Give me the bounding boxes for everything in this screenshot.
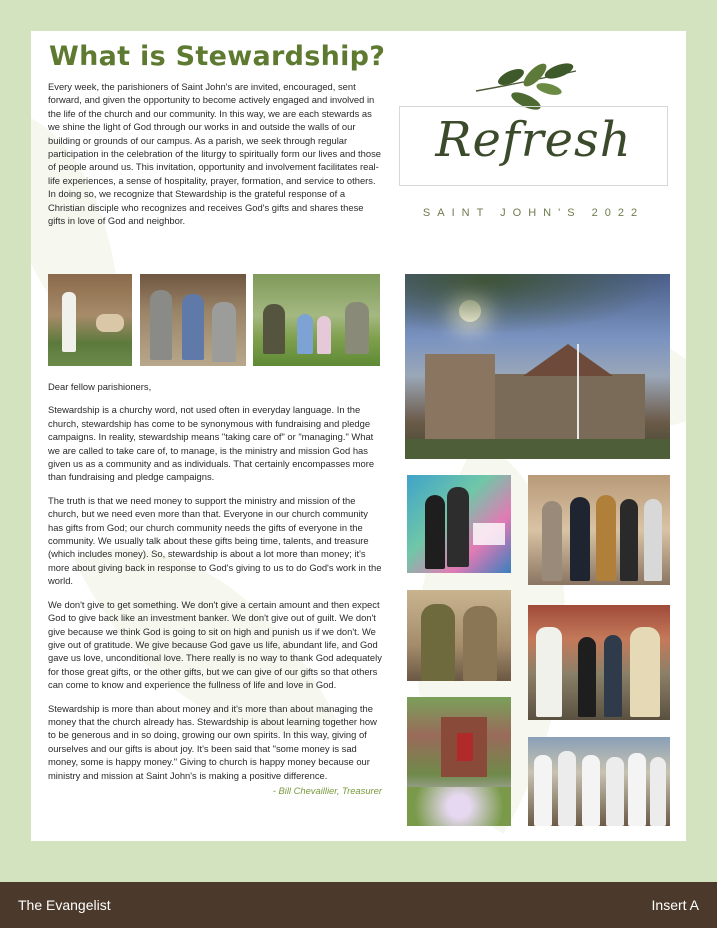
page-footer [0, 882, 717, 928]
letter-paragraph: The truth is that we need money to support the ministry and mission of the church, but we need even more than that. Everyone in our church community has gifts from God; our church community needs the gifts of everyone in the community. We usually talk about these gifts being time, talents, and treasure (which includes money). So, stewardship is about a lot more than money; it's more about giving back in response to God's giving to us to do God's work in the world. [48, 494, 382, 587]
photo-two-men-smiling [407, 590, 511, 681]
publication-name: The Evangelist [18, 897, 111, 913]
photo-volunteers-aprons [528, 737, 670, 826]
refresh-logo-box [399, 106, 668, 186]
newsletter-page [31, 31, 686, 841]
photo-family-outdoors [253, 274, 380, 366]
intro-paragraph: Every week, the parishioners of Saint John's are invited, encouraged, sent forward, and given the opportunity to become actively engaged and involved in the life of the church and our community. In this way, we are each stewards as we shine the light of God through our works in and outside the walls of our building or grounds of our campus. As a parish, we seek through regular participation in the celebration of the liturgy to spiritually form our lives and those of people around us. This invitation, opportunity and involvement facilitates real-life experiences, a sense of hospitality, prayer, formation, and service to others. In doing so, we recognize that Stewardship is the grateful response of a Christian disciple who recognizes and receives God's gifts and shares these gifts in love of God and neighbor. [48, 81, 381, 227]
campaign-subtitle: SAINT JOHN'S 2022 [422, 207, 645, 219]
stewardship-letter [48, 380, 382, 797]
letter-paragraph: Stewardship is a churchy word, not used often in everyday language. In the church, stewardship has come to be synonymous with fundraising and pledge campaigns. In reality, stewardship means "taking care of" or "managing." What we are called to take care of, to manage, is the ministry and mission God has given us as a community and as individuals. That certainly encompasses more than fundraising and pledge campaigns. [48, 404, 375, 483]
photo-family-with-truck [407, 475, 511, 573]
letter-signature: - Bill Chevaillier, Treasurer [272, 784, 382, 796]
photo-bishop-greeting [528, 605, 670, 720]
letter-salutation: Dear fellow parishioners, [48, 381, 152, 392]
photo-church-garden [407, 697, 511, 826]
page-title: What is Stewardship? [49, 41, 386, 72]
letter-paragraph: We don't give to get something. We don't give a certain amount and then expect God to give back like an investment banker. We don't give out of guilt. We don't give because we think God is going to sit on high and punish us if we don't. We give out of gratitude. We give because God gave us life, abundant life, and God gave us love, unconditional love. There really is no way to thank God adequately for those great gifts, or the other gifts, but we can give of our gifts so that others can come to know and experience the fullness of life and love in God. [48, 598, 382, 691]
photo-priest-with-dog [48, 274, 132, 366]
photo-church-building [405, 274, 670, 459]
letter-paragraph: Stewardship is more than about money and it's more than about managing the money that the church already has. Stewardship is about learning together how to be generous and in so doing, growing our own spirits. In this way, giving of ourselves and our gifts is about joy. It's been said that "some money is sad money, some is happy money." Giving to church is happy money because our ministry and mission at Saint John's is making a positive difference. [48, 702, 377, 781]
photo-musicians-in-church [528, 475, 670, 585]
refresh-logo: Refresh [435, 112, 632, 168]
photo-parishioners-group [140, 274, 246, 366]
insert-label: Insert A [651, 897, 699, 913]
